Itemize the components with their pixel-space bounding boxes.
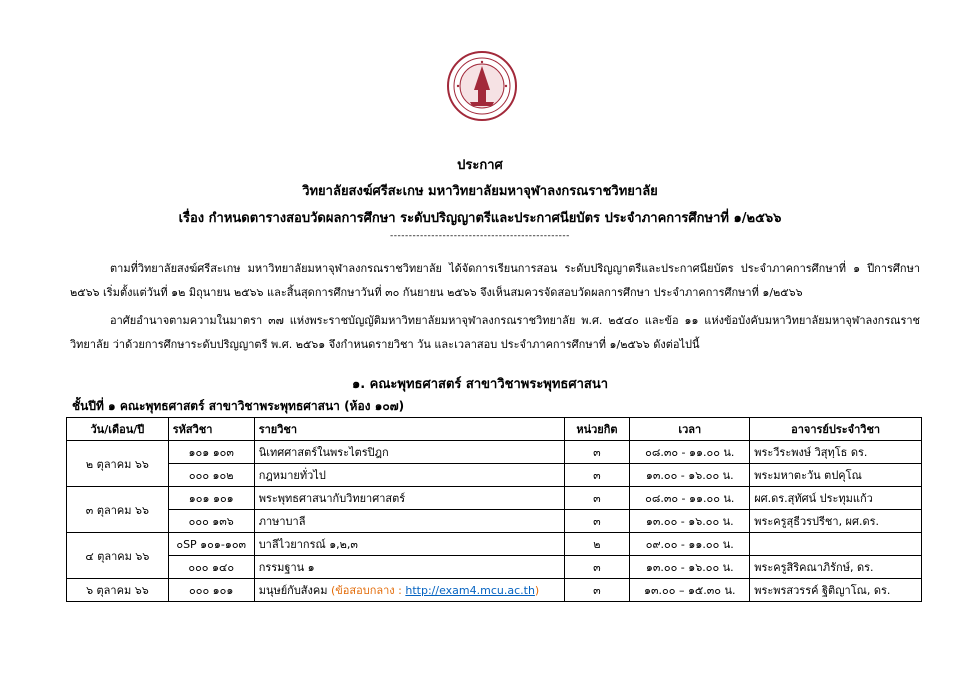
row-subject: มนุษย์กับสังคม xyxy=(258,584,328,597)
row-date: ๓ ตุลาคม ๖๖ xyxy=(67,487,169,533)
table-row xyxy=(67,556,922,579)
note-separator: : xyxy=(394,584,406,597)
header-date: วัน/เดือน/ปี xyxy=(67,418,169,441)
row-credits: ๓ xyxy=(564,556,630,579)
header-subject: รายวิชา xyxy=(254,418,564,441)
row-credits: ๓ xyxy=(564,487,630,510)
organization-name: วิทยาลัยสงฆ์ศรีสะเกษ มหาวิทยาลัยมหาจุฬาลงกรณราชวิทยาลัย xyxy=(302,184,658,199)
row-subject: นิเทศศาสตร์ในพระไตรปิฎก xyxy=(254,441,564,464)
row-subject-with-note xyxy=(254,579,564,602)
exam-link[interactable]: http://exam4.mcu.ac.th xyxy=(405,584,535,597)
row-date: ๒ ตุลาคม ๖๖ xyxy=(67,441,169,487)
announcement-subject: เรื่อง กำหนดตารางสอบวัดผลการศึกษา ระดับปริญญาตรีและประกาศนียบัตร ประจำภาคการศึกษาที่ ๑/๒๕๖๖ xyxy=(178,211,782,226)
row-teacher xyxy=(750,533,922,556)
row-code: ๐๐๐ ๑๐๑ xyxy=(168,579,254,602)
row-teacher: พระมหาตะวัน ตปคุโณ xyxy=(750,464,922,487)
table-row xyxy=(67,533,922,556)
row-credits: ๓ xyxy=(564,510,630,533)
row-teacher: พระพรสวรรค์ ฐิติญาโณ, ดร. xyxy=(750,579,922,602)
row-time: ๑๓.๐๐ – ๑๕.๓๐ น. xyxy=(630,579,750,602)
row-time: ๑๓.๐๐ - ๑๖.๐๐ น. xyxy=(630,510,750,533)
university-seal-logo xyxy=(446,50,518,122)
announcement-title: ประกาศ xyxy=(457,158,503,173)
row-subject: ภาษาบาลี xyxy=(254,510,564,533)
header-code: รหัสวิชา xyxy=(168,418,254,441)
table-header-row xyxy=(67,418,922,441)
header-credits: หน่วยกิต xyxy=(564,418,630,441)
row-credits: ๒ xyxy=(564,533,630,556)
table-row xyxy=(67,487,922,510)
table-row xyxy=(67,464,922,487)
row-subject: กฎหมายทั่วไป xyxy=(254,464,564,487)
body-paragraph-2: อาศัยอำนาจตามความในมาตรา ๓๗ แห่งพระราชบัญญัติมหาวิทยาลัยมหาจุฬาลงกรณราชวิทยาลัย พ.ศ. ๒๕๔๐ และข้อ ๑๑ แห่งข้อบังคับมหาวิทยาลัยมหาจุฬาลงกรณราชวิทยาลัย ว่าด้วยการศึกษาระดับปริญญาตรี พ.ศ. ๒๕๖๑ จึงกำหนดรายวิชา วัน และเวลาสอบ ประจำภาคการศึกษาที่ ๑/๒๕๖๖ ดังต่อไปนี้ xyxy=(70,314,920,351)
row-code: ๐SP ๑๐๑-๑๐๓ xyxy=(168,533,254,556)
row-subject: พระพุทธศาสนากับวิทยาศาสตร์ xyxy=(254,487,564,510)
row-time: ๑๓.๐๐ - ๑๖.๐๐ น. xyxy=(630,464,750,487)
row-credits: ๓ xyxy=(564,441,630,464)
row-subject: บาลีไวยากรณ์ ๑,๒,๓ xyxy=(254,533,564,556)
row-time: ๐๙.๐๐ - ๑๑.๐๐ น. xyxy=(630,533,750,556)
row-teacher: พระครูสุธีวรปรีชา, ผศ.ดร. xyxy=(750,510,922,533)
row-code: ๐๐๐ ๑๓๖ xyxy=(168,510,254,533)
section-subheading: ชั้นปีที่ ๑ คณะพุทธศาสตร์ สาขาวิชาพระพุทธศาสนา (ห้อง ๑๐๗) xyxy=(72,399,405,413)
row-time: ๑๓.๐๐ - ๑๖.๐๐ น. xyxy=(630,556,750,579)
row-teacher: พระวีระพงษ์ วิสุทฺโธ ดร. xyxy=(750,441,922,464)
row-code: ๑๐๑ ๑๐๓ xyxy=(168,441,254,464)
body-paragraph-1: ตามที่วิทยาลัยสงฆ์ศรีสะเกษ มหาวิทยาลัยมหาจุฬาลงกรณราชวิทยาลัย ได้จัดการเรียนการสอน ระดับปริญญาตรีและประกาศนียบัตร ประจำภาคการศึกษาที่ ๑ ปีการศึกษา ๒๕๖๖ เริ่มตั้งแต่วันที่ ๑๒ มิถุนายน ๒๕๖๖ และสิ้นสุดการศึกษาวันที่ ๓๐ กันยายน ๒๕๖๖ จึงเห็นสมควรจัดสอบวัดผลการศึกษา ประจำภาคการศึกษาที่ ๑/๒๕๖๖ xyxy=(70,262,920,299)
row-date: ๖ ตุลาคม ๖๖ xyxy=(67,579,169,602)
row-date: ๔ ตุลาคม ๖๖ xyxy=(67,533,169,579)
header-teacher: อาจารย์ประจำวิชา xyxy=(750,418,922,441)
row-teacher: ผศ.ดร.สุทัศน์ ประทุมแก้ว xyxy=(750,487,922,510)
table-row xyxy=(67,579,922,602)
section-heading: ๑. คณะพุทธศาสตร์ สาขาวิชาพระพุทธศาสนา xyxy=(351,377,609,392)
row-code: ๐๐๐ ๑๐๒ xyxy=(168,464,254,487)
separator-line: ------------------------------------------------ xyxy=(390,231,570,241)
table-row xyxy=(67,441,922,464)
table-row xyxy=(67,510,922,533)
row-subject: กรรมฐาน ๑ xyxy=(254,556,564,579)
row-time: ๐๘.๓๐ - ๑๑.๐๐ น. xyxy=(630,441,750,464)
header-time: เวลา xyxy=(630,418,750,441)
row-credits: ๓ xyxy=(564,464,630,487)
row-code: ๐๐๐ ๑๔๐ xyxy=(168,556,254,579)
row-teacher: พระครูสิริคณาภิรักษ์, ดร. xyxy=(750,556,922,579)
row-time: ๐๘.๓๐ - ๑๑.๐๐ น. xyxy=(630,487,750,510)
note-close: ) xyxy=(534,584,540,597)
central-exam-note: (ข้อสอบกลาง xyxy=(331,584,395,597)
row-code: ๑๐๑ ๑๐๑ xyxy=(168,487,254,510)
row-credits: ๓ xyxy=(564,579,630,602)
exam-schedule-table xyxy=(66,417,922,602)
